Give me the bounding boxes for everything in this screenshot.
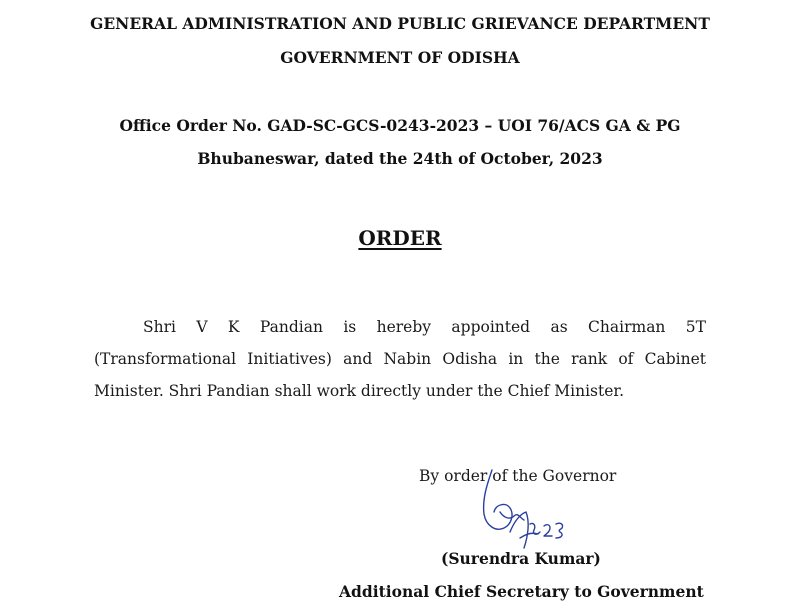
order-heading: ORDER <box>358 226 442 250</box>
by-order-of-governor: By order of the Governor <box>419 467 617 485</box>
signer-name: (Surendra Kumar) <box>441 549 601 568</box>
place-and-date: Bhubaneswar, dated the 24th of October, 2023 <box>197 149 603 168</box>
government-name: GOVERNMENT OF ODISHA <box>280 48 520 67</box>
department-name: GENERAL ADMINISTRATION AND PUBLIC GRIEVANCE DEPARTMENT <box>90 14 710 33</box>
office-order-number: Office Order No. GAD-SC-GCS-0243-2023 – UOI 76/ACS GA & PG <box>119 116 681 135</box>
order-body-paragraph: Shri V K Pandian is hereby appointed as Chairman 5T (Transformational Initiatives) and Nabin Odisha in the rank of Cabinet Minister. Shri Pandian shall work directly under the Chief Minister. <box>94 318 706 400</box>
order-heading-container <box>0 226 800 250</box>
signer-designation: Additional Chief Secretary to Government <box>339 582 704 601</box>
